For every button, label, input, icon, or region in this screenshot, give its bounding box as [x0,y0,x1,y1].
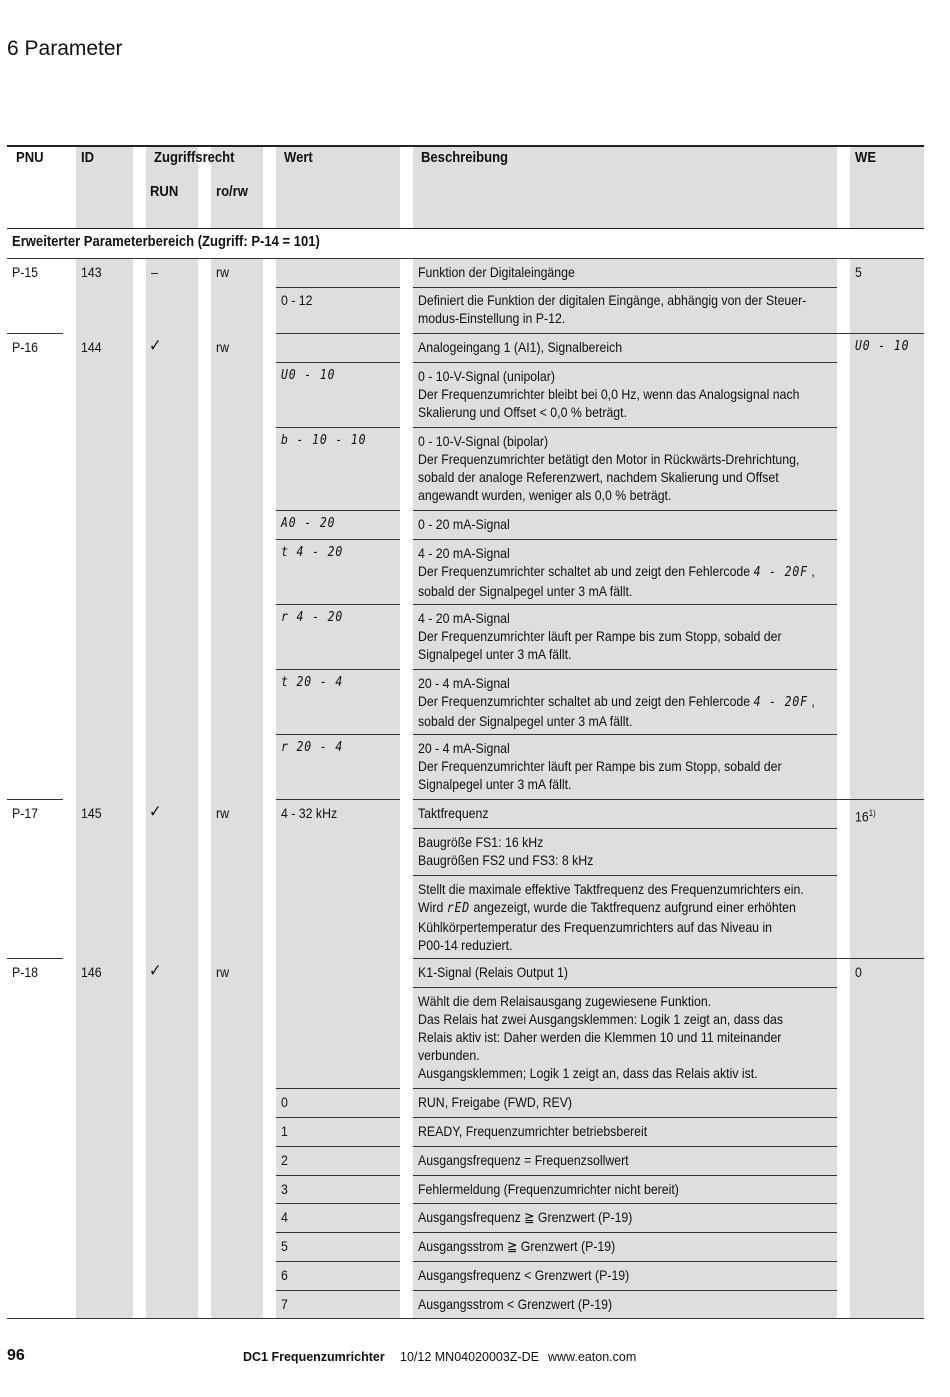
we-cell: 16$^{1)}$ [855,808,876,825]
id-cell: 145 [81,805,102,821]
desc-title: K1-Signal (Relais Output 1) [418,964,568,980]
id-column-bg [76,146,133,1319]
option-value: 6 [281,1267,288,1283]
option-label: Ausgangsstrom ≧ Grenzwert (P-19) [418,1238,616,1254]
run-column-bg [146,146,198,1319]
header-description: Beschreibung [421,150,509,166]
option-desc: 0 - 10-V-Signal (unipolar) Der Frequenzumrichter bleibt bei 0,0 Hz, wenn das Analogsignal nach Skalierung und Offset < 0,0 % beträgt. [418,368,800,420]
value-cell: 0 - 12 [281,292,313,308]
pnu-cell: P-16 [12,339,39,355]
footer-link[interactable]: www.eaton.com [548,1350,637,1364]
we-cell: 0 [855,964,862,980]
option-desc: 0 - 10-V-Signal (bipolar) Der Frequenzumrichter betätigt den Motor in Rückwärts-Drehrichtung, sobald der analoge Referenzwert, nachdem Skalierung und Offset angewandt wurden, weniger als 0,0 % beträgt. [418,433,800,503]
option-value: U0 - 10 [281,368,336,383]
footer-product: DC1 Frequenzumrichter [243,1350,385,1364]
desc-text: Definiert die Funktion der digitalen Eingänge, abhängig von der Steuer- modus-Einstellung in P-12. [418,292,807,326]
rorw-cell: rw [216,964,230,980]
option-value: 4 [281,1209,288,1225]
desc-title: Funktion der Digitaleingänge [418,264,575,280]
option-value: 1 [281,1123,288,1139]
page-title: 6 Parameter [7,37,123,60]
rorw-cell: rw [216,805,230,821]
option-value: r 4 - 20 [281,610,344,625]
desc-title: Taktfrequenz [418,805,489,821]
pnu-cell: P-18 [12,964,39,980]
footnote-ref: 1) [868,808,876,818]
option-desc: 4 - 20 mA-Signal Der Frequenzumrichter läuft per Rampe bis zum Stopp, sobald der Signalpegel unter 3 mA fällt. [418,610,782,662]
option-label: Fehlermeldung (Frequenzumrichter nicht bereit) [418,1181,679,1197]
header-access: Zugriffsrecht [154,150,235,166]
size-list: Baugröße FS1: 16 kHz Baugrößen FS2 und FS3: 8 kHz [418,834,594,868]
option-label: Ausgangsfrequenz < Grenzwert (P-19) [418,1267,630,1283]
option-label: Ausgangsstrom < Grenzwert (P-19) [418,1296,613,1312]
option-desc: 0 - 20 mA-Signal [418,516,510,532]
rorw-cell: rw [216,264,230,280]
desc-title: Analogeingang 1 (AI1), Signalbereich [418,339,623,355]
we-cell: U0 - 10 [855,339,910,354]
option-desc: 20 - 4 mA-Signal Der Frequenzumrichter läuft per Rampe bis zum Stopp, sobald der Signalpegel unter 3 mA fällt. [418,740,782,792]
desc-text: Wählt die dem Relaisausgang zugewiesene Funktion. Das Relais hat zwei Ausgangsklemmen: Logik 1 zeigt an, dass das Relais aktiv ist: Daher werden die Klemmen 10 und 11 miteinander verbunden. Ausgangsklemmen; Logik 1 zeigt an, dass das Relais aktiv ist. [418,993,784,1081]
header-id: ID [81,150,95,166]
option-value: A0 - 20 [281,516,336,531]
option-value: 3 [281,1181,288,1197]
option-value: b - 10 - 10 [281,433,367,448]
header-gap [198,180,211,229]
option-value: 7 [281,1296,288,1312]
run-cell: – [151,264,158,280]
option-value: 2 [281,1152,288,1168]
value-column-bg [276,146,400,1319]
option-label: RUN, Freigabe (FWD, REV) [418,1094,573,1110]
desc-text: Stellt die maximale effektive Taktfrequenz des Frequenzumrichters ein. Wird rED angezeigt, wurde die Taktfrequenz aufgrund einer erhöhten Kühlkörpertemperatur des Frequenzumrichters auf das Niveau in P00-14 reduziert. [418,881,804,953]
option-desc: 20 - 4 mA-Signal Der Frequenzumrichter schaltet ab und zeigt den Fehlercode 4 - 20F , sobald der Signalpegel unter 3 mA fällt. [418,675,815,729]
we-cell: 5 [855,264,862,280]
option-desc: 4 - 20 mA-Signal Der Frequenzumrichter schaltet ab und zeigt den Fehlercode 4 - 20F , sobald der Signalpegel unter 3 mA fällt. [418,545,815,599]
option-label: READY, Frequenzumrichter betriebsbereit [418,1123,648,1139]
pnu-cell: P-15 [12,264,39,280]
option-value: t 4 - 20 [281,545,344,560]
option-value: 5 [281,1238,288,1254]
footer-doc: 10/12 MN04020003Z-DE [400,1350,539,1364]
option-value: r 20 - 4 [281,740,344,755]
section-title: Erweiterter Parameterbereich (Zugriff: P-14 = 101) [12,234,320,250]
id-cell: 144 [81,339,102,355]
header-run: RUN [150,184,179,200]
id-cell: 143 [81,264,102,280]
rorw-cell: rw [216,339,230,355]
option-value: t 20 - 4 [281,675,344,690]
header-value: Wert [284,150,313,166]
page-number: 96 [7,1347,25,1364]
option-label: Ausgangsfrequenz = Frequenzsollwert [418,1152,629,1168]
header-rorw: ro/rw [216,184,248,200]
rorw-column-bg [211,146,263,1319]
pnu-cell: P-17 [12,805,39,821]
check-icon: ✓ [149,961,162,980]
value-cell: 4 - 32 kHz [281,805,338,821]
option-label: Ausgangsfrequenz ≧ Grenzwert (P-19) [418,1209,633,1225]
id-cell: 146 [81,964,102,980]
header-we: WE [855,150,877,166]
we-column-bg [850,146,924,1319]
header-pnu: PNU [16,150,44,166]
option-value: 0 [281,1094,288,1110]
check-icon: ✓ [149,802,162,821]
check-icon: ✓ [149,336,162,355]
